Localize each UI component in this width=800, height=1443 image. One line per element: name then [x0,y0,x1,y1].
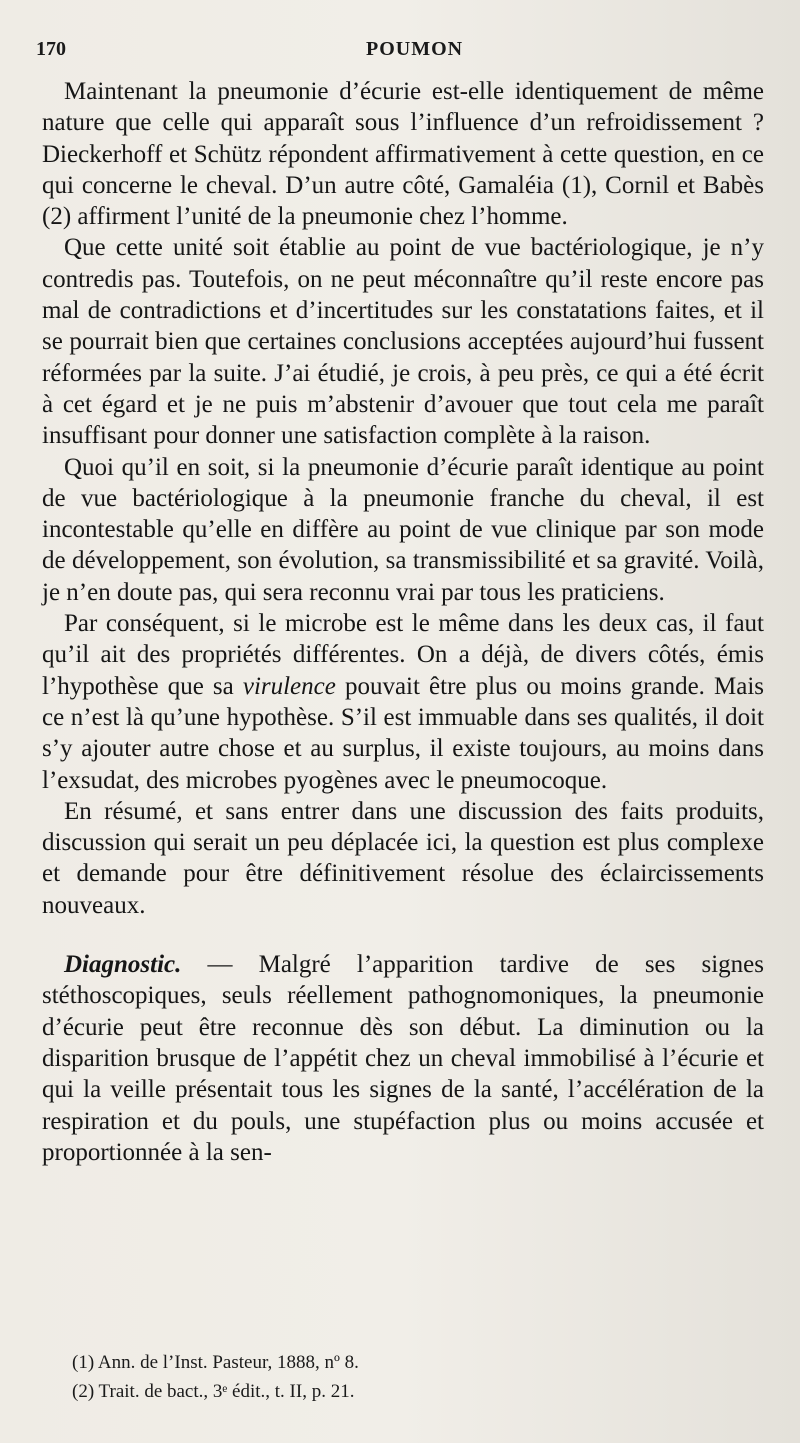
section-spacer [42,921,764,949]
paragraph-bacteriological-unity: Que cette unité soit établie au point de vue bactériologique, je n’y contredis pas. Toutefois, on ne peut méconnaître qu’il reste encore pas mal de contradictions et d’incertitudes sur les constatations faites, et il se pourrait bien que certaines conclusions acceptées aujourd’hui fussent réformées par la suite. J’ai étudié, je crois, à peu près, ce qui a été écrit à cet égard et je ne puis m’abstenir d’avouer que tout cela me paraît insuffisant pour donner une satisfaction complète à la raison. [42,234,764,450]
paragraph-diagnostic [42,949,764,1168]
section-title-diagnostic: Diagnostic. [64,951,182,979]
paragraph-summary: En résumé, et sans entrer dans une discussion des faits produits, discussion qui serait un peu déplacée ici, la question est plus complexe et demande pour être définitivement résolue des éclaircissements nouveaux. [42,797,764,919]
page-number: 170 [36,38,66,60]
virulence-emphasis: virulence [242,672,336,700]
virulence-text-before: Par conséquent, si le microbe est le même dans les deux cas, il faut qu’il ait des propriétés différentes. On a déjà, de divers côtés, émis l’hypothèse que sa [42,610,764,700]
footnote-1: (1) Ann. de l’Inst. Pasteur, 1888, nº 8. [72,1352,359,1373]
virulence-text-after: pouvait être plus ou moins grande. Mais ce n’est là qu’une hypothèse. S’il est immuable dans ses qualités, il doit s’y ajouter autre chose et au surplus, il existe toujours, au moins dans l’exsudat, des microbes pyogènes avec le pneumocoque. [42,672,765,794]
footnotes [72,1348,762,1406]
paragraph-nature-question: Maintenant la pneumonie d’écurie est-elle identiquement de même nature que celle qui apparaît sous l’influence d’un refroidissement ? Dieckerhoff et Schütz répondent affirmativement à cette question, en ce qui concerne le cheval. D’un autre côté, Gamaléia (1), Cornil et Babès (2) affirment l’unité de la pneumonie chez l’homme. [42,78,764,231]
body-text [42,76,764,1168]
footnote-2: (2) Trait. de bact., 3ᵉ édit., t. II, p. 21. [72,1381,355,1402]
paragraph-clinical-difference: Quoi qu’il en soit, si la pneumonie d’écurie paraît identique au point de vue bactériologique à la pneumonie franche du cheval, il est incontestable qu’elle en diffère au point de vue clinique par son mode de développement, son évolution, sa transmissibilité et sa gravité. Voilà, je n’en doute pas, qui sera reconnu vrai par tous les praticiens. [42,453,764,606]
paragraph-virulence-hypothesis [42,608,764,796]
page-header [36,38,766,68]
running-title: POUMON [366,38,464,60]
diagnostic-text: — Malgré l’apparition tardive de ses signes stéthoscopiques, seuls réellement pathognomoniques, la pneumonie d’écurie peut être reconnue dès son début. La diminution ou la disparition brusque de l’appétit chez un cheval immobilisé à l’écurie et qui la veille présentait tous les signes de la santé, l’accélération de la respiration et du pouls, une stupéfaction plus ou moins accusée et proportionnée à la sen- [42,951,764,1166]
